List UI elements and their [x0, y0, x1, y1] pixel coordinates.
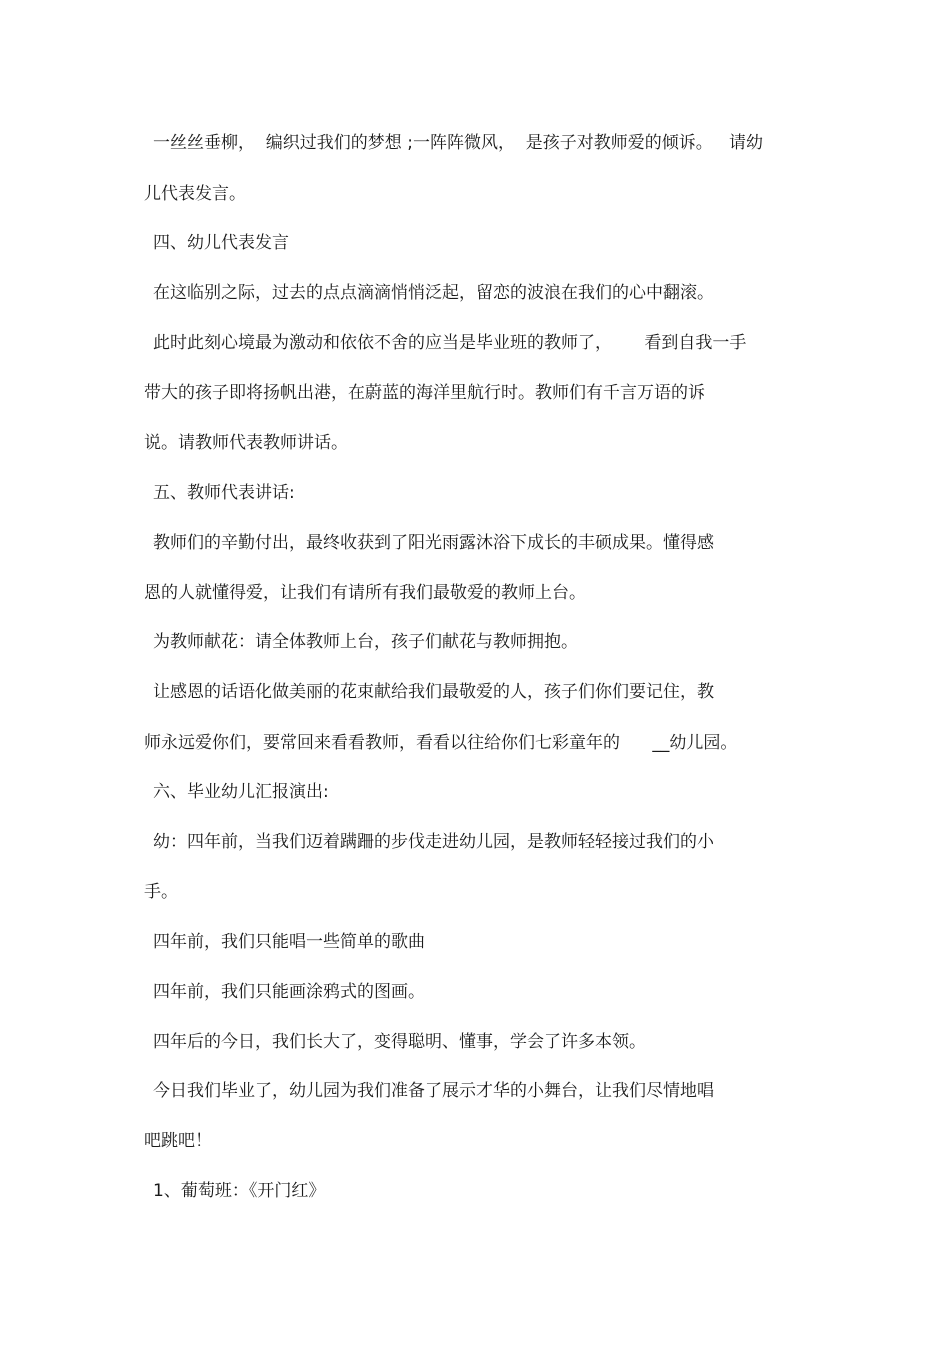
paragraph-line: 四年后的今日，我们长大了，变得聪明、懂事，学会了许多本领。 [153, 1032, 646, 1052]
paragraph-line: 今日我们毕业了，幼儿园为我们准备了展示才华的小舞台，让我们尽情地唱 [153, 1081, 714, 1101]
section-heading: 六、毕业幼儿汇报演出: [153, 782, 329, 802]
paragraph-line: 幼：四年前，当我们迈着蹒跚的步伐走进幼儿园，是教师轻轻接过我们的小 [153, 832, 714, 852]
program-item: 1、葡萄班：《开门红》 [153, 1181, 326, 1201]
paragraph-line: 吧跳吧！ [144, 1131, 212, 1151]
paragraph-line: 四年前，我们只能画涂鸦式的图画。 [153, 982, 425, 1002]
section-heading: 四、幼儿代表发言 [153, 233, 289, 253]
paragraph-line: 带大的孩子即将扬帆出港，在蔚蓝的海洋里航行时。教师们有千言万语的诉 [144, 383, 705, 403]
paragraph-line: 教师们的辛勤付出，最终收获到了阳光雨露沐浴下成长的丰硕成果。懂得感 [153, 533, 714, 553]
paragraph-line: 在这临别之际，过去的点点滴滴悄悄泛起，留恋的波浪在我们的心中翻滚。 [153, 283, 714, 303]
section-heading: 五、教师代表讲话: [153, 483, 295, 503]
paragraph-line: 手。 [144, 882, 178, 902]
paragraph-line: 四年前，我们只能唱一些简单的歌曲 [153, 932, 425, 952]
paragraph-line: 一丝丝垂柳， 编织过我们的梦想 ;一阵阵微风， 是孩子对教师爱的倾诉。 请幼 [153, 133, 763, 153]
paragraph-line: 为教师献花：请全体教师上台，孩子们献花与教师拥抱。 [153, 632, 578, 652]
paragraph-line: 说。请教师代表教师讲话。 [144, 433, 348, 453]
paragraph-line: 恩的人就懂得爱，让我们有请所有我们最敬爱的教师上台。 [144, 583, 586, 603]
paragraph-line: 让感恩的话语化做美丽的花束献给我们最敬爱的人，孩子们你们要记住，教 [153, 682, 714, 702]
paragraph-line: 师永远爱你们，要常回来看看教师，看看以往给你们七彩童年的 __幼儿园。 [144, 733, 738, 753]
paragraph-line: 儿代表发言。 [144, 184, 246, 204]
paragraph-line: 此时此刻心境最为激动和依依不舍的应当是毕业班的教师了， 看到自我一手 [153, 333, 747, 353]
